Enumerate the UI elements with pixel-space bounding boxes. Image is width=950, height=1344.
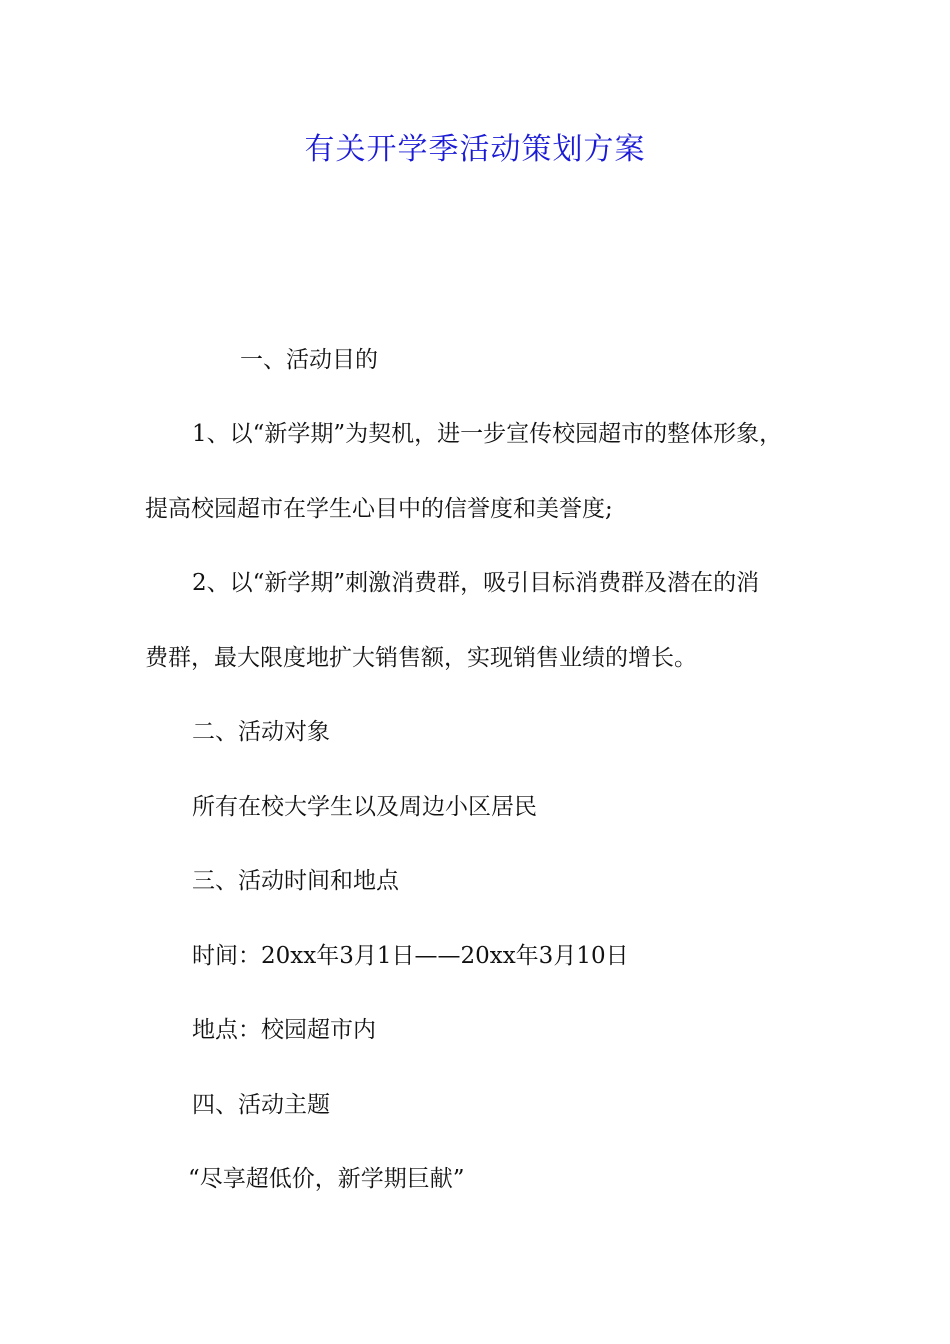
section-heading-purpose: 一、活动目的 [240,347,378,373]
place-text: 地点：校园超市内 [192,1017,376,1043]
purpose-item-2-line-1: 2、以“新学期”刺激消费群，吸引目标消费群及潜在的消 [192,570,760,596]
purpose-item-1-line-1: 1、以“新学期”为契机，进一步宣传校园超市的整体形象， [192,421,783,447]
theme-text: “尽享超低价，新学期巨献” [188,1166,465,1192]
document-title: 有关开学季活动策划方案 [304,132,646,167]
section-heading-time-place: 三、活动时间和地点 [192,868,399,894]
time-text: 时间：20xx年3月1日——20xx年3月10日 [192,943,629,969]
audience-text: 所有在校大学生以及周边小区居民 [192,794,537,820]
purpose-item-1-line-2: 提高校园超市在学生心目中的信誉度和美誉度; [145,496,613,522]
section-heading-theme: 四、活动主题 [192,1092,330,1118]
purpose-item-2-line-2: 费群，最大限度地扩大销售额，实现销售业绩的增长。 [145,645,697,671]
section-heading-audience: 二、活动对象 [192,719,330,745]
